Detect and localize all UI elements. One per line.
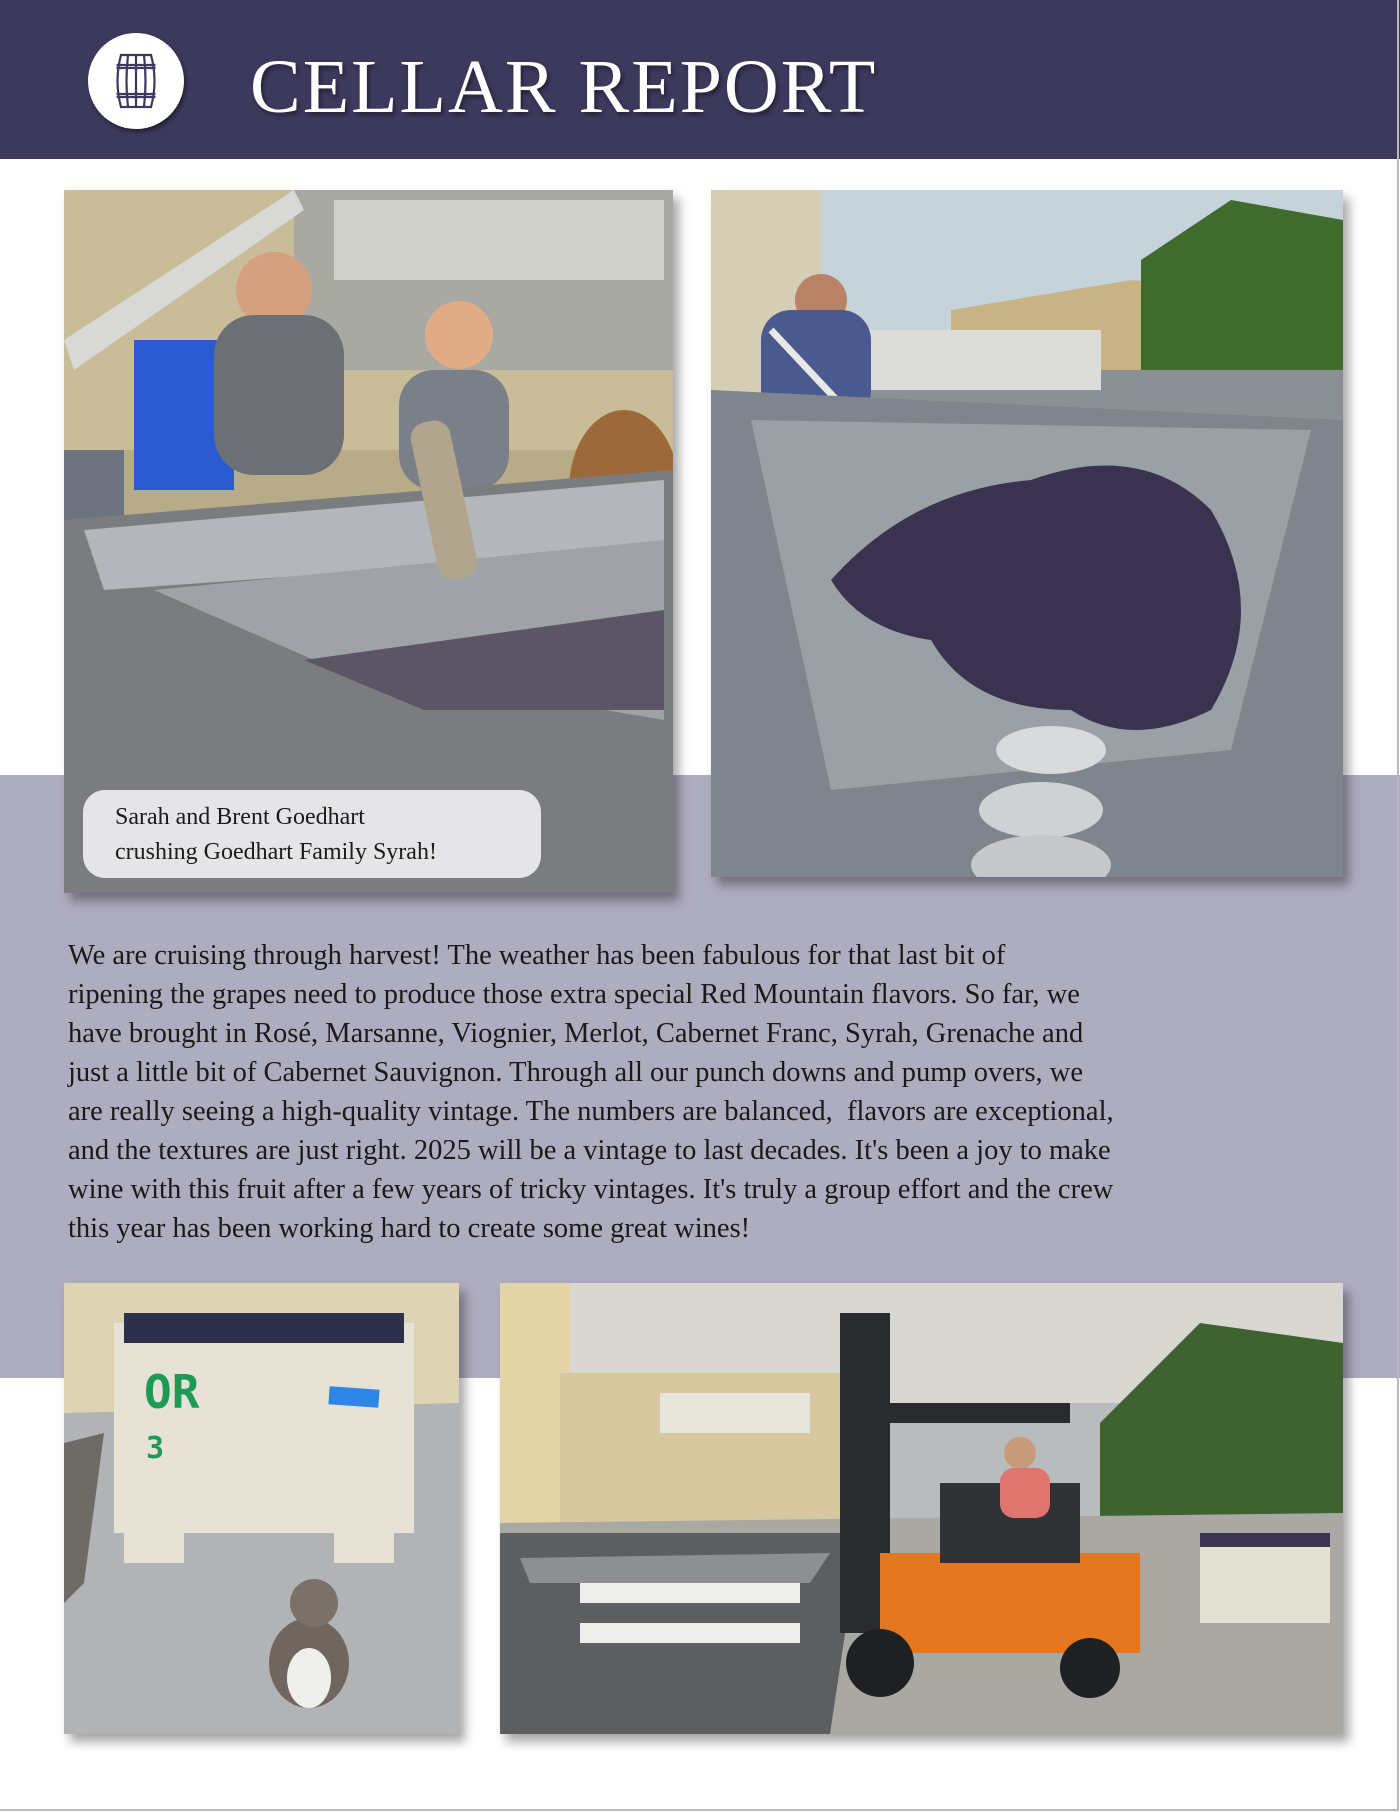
photo-bin-and-cat [64, 1283, 459, 1734]
photo-grape-hopper [711, 190, 1343, 877]
article-line: ripening the grapes need to produce those extra special Red Mountain flavors. So far, we [68, 979, 1080, 1010]
logo-badge [88, 33, 184, 129]
svg-text:OR: OR [144, 1365, 200, 1419]
caption-line-2: crushing Goedhart Family Syrah! [115, 839, 437, 865]
caption-line-1: Sarah and Brent Goedhart [115, 804, 365, 830]
article-line: and the textures are just right. 2025 will be a vintage to last decades. It's been a joy to make [68, 1135, 1111, 1166]
photo-caption [83, 790, 541, 878]
header-bar [0, 0, 1400, 159]
photo-crushing-syrah [64, 190, 673, 893]
page-title: CELLAR REPORT [250, 45, 878, 129]
article-line: just a little bit of Cabernet Sauvignon. Through all our punch downs and pump overs, we [68, 1057, 1084, 1088]
article-line: this year has been working hard to create some great wines! [68, 1213, 751, 1244]
svg-text:3: 3 [146, 1431, 165, 1466]
article-line: We are cruising through harvest! The weather has been fabulous for that last bit of [68, 940, 1006, 971]
article-line: wine with this fruit after a few years of tricky vintages. It's truly a group effort and the crew [68, 1174, 1114, 1205]
article-line: have brought in Rosé, Marsanne, Viognier, Merlot, Cabernet Franc, Syrah, Grenache and [68, 1018, 1084, 1049]
photo-forklift [500, 1283, 1343, 1734]
barrel-icon [113, 53, 159, 109]
article-body [68, 936, 1368, 1248]
article-line: are really seeing a high-quality vintage. The numbers are balanced, flavors are exceptional, [68, 1096, 1114, 1127]
